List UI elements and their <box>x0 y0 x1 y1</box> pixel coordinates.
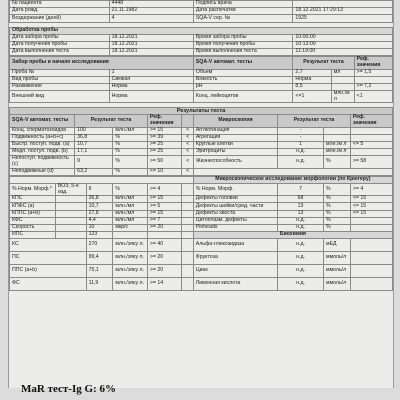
field-label: Вид пробы <box>10 76 110 83</box>
results-row <box>10 156 393 168</box>
results-title: Результаты теста <box>10 108 393 115</box>
test-unit: млн./эяку л. <box>113 252 147 265</box>
micro-name: Жизнеспособность <box>193 156 277 168</box>
flag-marker <box>182 265 193 278</box>
test-ref: >= 20 <box>147 224 181 231</box>
field-label: Разжижение <box>10 83 110 90</box>
test-value: 99,4 <box>86 252 113 265</box>
field-value: Норма <box>109 83 193 90</box>
test-value: 9 <box>75 156 113 168</box>
flag-marker: < <box>182 142 193 149</box>
field-label: млн./м л <box>331 91 354 103</box>
test-unit: % <box>113 134 147 141</box>
field-value: <=1 <box>293 91 331 103</box>
mar-test-note: MaR тест-Ig G: 6% <box>21 383 116 395</box>
test-ref: >= 7 <box>147 217 181 224</box>
test-value: 63,2 <box>75 168 113 175</box>
flag-marker <box>182 217 193 224</box>
test-note <box>55 232 86 239</box>
morph-name: % Норм. Морф. <box>193 183 277 195</box>
test-value: 6 <box>86 183 113 195</box>
test-ref: <= 10 <box>147 168 181 175</box>
biochem-unit: ммоль/л <box>324 252 351 265</box>
field-value: 18.12.2021 <box>109 41 193 48</box>
flag-marker <box>182 232 193 239</box>
test-value: 123 <box>86 232 113 239</box>
field-label: Проба № <box>10 69 110 76</box>
sample-section-title: Обработка пробы <box>10 27 393 34</box>
test-ref: >= 14 <box>147 278 181 291</box>
morphology-row <box>10 224 393 231</box>
test-unit: млн./мл <box>113 217 147 224</box>
biochem-value: н.д. <box>278 278 324 291</box>
morph-ref: <= 15 <box>350 210 392 217</box>
test-value: 36,8 <box>86 196 113 203</box>
field-value: 18.12.2021 <box>109 49 193 56</box>
field-value: 2,7 <box>293 69 331 76</box>
sample-processing-table <box>9 27 393 57</box>
flag-marker: < <box>182 127 193 134</box>
table-cell <box>193 168 392 175</box>
test-note <box>55 224 86 231</box>
flag-marker: < <box>182 134 193 141</box>
field-label: Конц. лейкоцитов <box>193 91 293 103</box>
intake-col-result: Результат теста <box>293 57 354 69</box>
test-unit: % <box>113 142 147 149</box>
flag-marker <box>182 278 193 291</box>
morph-value: н.д. <box>278 217 324 224</box>
field-label: мл <box>331 69 354 76</box>
test-value: 10 <box>86 224 113 231</box>
sample-row <box>10 49 393 56</box>
field-label: SQA-V сер. № <box>193 15 293 22</box>
field-value: 4448 <box>109 1 193 8</box>
field-value: 10:13:00 <box>293 41 393 48</box>
field-label: Воздержание (дней) <box>10 15 110 22</box>
test-unit: млн./мл <box>113 196 147 203</box>
test-ref: >= 4 <box>147 183 181 195</box>
test-ref: >= 20 <box>147 252 181 265</box>
morph-name: Цитоплазм. дефекты <box>193 217 277 224</box>
results-table <box>9 107 393 176</box>
biochem-title: Биохимия <box>193 232 392 239</box>
test-ref <box>147 232 181 239</box>
morph-ref <box>350 224 392 231</box>
flag-marker <box>182 224 193 231</box>
morph-value: 7 <box>278 183 324 195</box>
micro-ref <box>350 149 392 156</box>
test-name: КПС <box>10 196 56 203</box>
field-value: Норма <box>293 76 331 83</box>
field-value: Свежая <box>109 76 193 83</box>
morph-value: 13 <box>278 203 324 210</box>
test-name: Медл. поступ. подв. (b) <box>10 149 75 156</box>
micro-name: Агглютинация <box>193 127 277 134</box>
field-value: 1 <box>109 69 193 76</box>
field-label: Вязкость <box>193 76 293 83</box>
morph-unit: % <box>324 196 351 203</box>
test-note <box>55 196 86 203</box>
field-value: >= 7,2 <box>354 83 392 90</box>
morph-unit: % <box>324 203 351 210</box>
test-ref: >= 25 <box>147 142 181 149</box>
morphology-row <box>10 196 393 203</box>
morph-unit: % <box>324 224 351 231</box>
test-ref: >= 5 <box>147 203 181 210</box>
test-unit: мкр/с <box>113 224 147 231</box>
micro-ref <box>350 127 392 134</box>
results-row <box>10 168 393 175</box>
field-label: Время забора пробы <box>193 34 293 41</box>
test-unit: % <box>113 156 147 168</box>
morph-value: 13 <box>278 210 324 217</box>
test-name: ФС <box>10 278 87 291</box>
test-value: 10,7 <box>75 142 113 149</box>
test-note <box>55 203 86 210</box>
morphology-row <box>10 232 393 239</box>
results-col-result: Результат теста <box>75 115 148 127</box>
patient-header-table <box>9 0 393 23</box>
biochem-unit: мЕД <box>324 239 351 252</box>
test-name: Конц. сперматозоидов <box>10 127 75 134</box>
test-value: 75,1 <box>86 265 113 278</box>
flag-marker: < <box>182 149 193 156</box>
micro-value: 1 <box>278 142 324 149</box>
test-ref: >= 40 <box>147 239 181 252</box>
field-label <box>331 76 354 83</box>
biochem-value: н.д. <box>278 265 324 278</box>
biochem-ref <box>350 278 392 291</box>
field-value: 18.12.2021 <box>109 34 193 41</box>
morph-ref: <= 15 <box>350 203 392 210</box>
field-label: Время выполнения теста <box>193 49 293 56</box>
biochem-row <box>10 252 393 265</box>
morphology-table <box>9 176 393 292</box>
test-note <box>55 217 86 224</box>
micro-name: Эритроциты <box>193 149 277 156</box>
morph-name: Дефекты хвоста <box>193 210 277 217</box>
flag-marker: < <box>182 168 193 175</box>
field-label: Дата выполнения теста <box>10 49 110 56</box>
lab-report-sheet <box>8 0 394 395</box>
intake-row <box>10 91 393 103</box>
field-label: Дата забора пробы <box>10 34 110 41</box>
test-value: 11,9 <box>86 278 113 291</box>
flag-marker <box>182 239 193 252</box>
test-unit: млн./эяку л. <box>113 278 147 291</box>
morph-name: Дефекты шейки/сред. части <box>193 203 277 210</box>
morph-unit: % <box>324 183 351 195</box>
micro-unit: млн./м л <box>324 149 351 156</box>
morph-name: Pinheads <box>193 224 277 231</box>
test-name: КС <box>10 239 87 252</box>
morph-value: 68 <box>278 196 324 203</box>
test-name: Непоступ. подвижность (c) <box>10 156 75 168</box>
test-ref: >= 15 <box>147 127 181 134</box>
morph-ref: >= 4 <box>350 183 392 195</box>
test-ref: >= 39 <box>147 134 181 141</box>
micro-unit: млн./м л <box>324 142 351 149</box>
field-label: Дата рожд. <box>10 8 110 15</box>
field-label: Время получения пробы <box>193 41 293 48</box>
morph-unit: % <box>324 210 351 217</box>
test-name: КППС (a+b) <box>10 210 56 217</box>
biochem-row <box>10 239 393 252</box>
field-value: 1925 <box>293 15 393 22</box>
biochem-ref <box>350 239 392 252</box>
micro-value: н.д. <box>278 149 324 156</box>
morph-name: Дефекты головки <box>193 196 277 203</box>
test-value: 270 <box>86 239 113 252</box>
field-value: >= 1,5 <box>354 69 392 76</box>
micro-value: - <box>278 134 324 141</box>
test-unit: % <box>113 168 147 175</box>
test-name: КФС <box>10 217 56 224</box>
field-value: 10:00:00 <box>293 34 393 41</box>
test-name: % Норм. Морф.* <box>10 183 56 195</box>
test-note <box>55 210 86 217</box>
test-value: 10,7 <box>86 203 113 210</box>
biochem-name: Лимонная кислота <box>193 278 277 291</box>
micro-ref: <= 5 <box>350 142 392 149</box>
micro-col-result: Результат теста <box>278 115 351 127</box>
biochem-value: н.д. <box>278 252 324 265</box>
field-label: Дата получения пробы <box>10 41 110 48</box>
test-name: Неподвижные (d) <box>10 168 75 175</box>
test-unit: млн./эяку л. <box>113 265 147 278</box>
field-value: Норма <box>109 91 193 103</box>
test-unit: млн./мл <box>113 127 147 134</box>
test-unit: % <box>113 149 147 156</box>
biochem-value: н.д. <box>278 239 324 252</box>
flag-marker: < <box>182 156 193 168</box>
field-label: pH <box>193 83 293 90</box>
field-value: 21.11.1982 <box>109 8 193 15</box>
test-name: Быстр. поступ. подв. (a) <box>10 142 75 149</box>
test-note: ВОЗ, 5-е изд. <box>55 183 86 195</box>
biochem-ref <box>350 252 392 265</box>
morph-ref <box>350 217 392 224</box>
flag-marker <box>182 252 193 265</box>
field-value: 4 <box>109 15 193 22</box>
biochem-name: Фруктоза <box>193 252 277 265</box>
test-unit: млн./мл <box>113 210 147 217</box>
test-unit <box>113 232 147 239</box>
test-name: ППС (a+b) <box>10 265 87 278</box>
test-name: Скорость <box>10 224 56 231</box>
biochem-name: Альфа-глюкозидаза <box>193 239 277 252</box>
test-ref: >= 15 <box>147 210 181 217</box>
field-label: Внешний вид <box>10 91 110 103</box>
test-value: 100 <box>75 127 113 134</box>
test-ref: >= 20 <box>147 265 181 278</box>
intake-col-ref: Реф. значения <box>354 57 392 69</box>
morph-value: н.д. <box>278 224 324 231</box>
test-unit: % <box>113 183 147 195</box>
morphology-row <box>10 203 393 210</box>
micro-col-ref: Реф. значения <box>350 115 392 127</box>
field-label: Подпись врача <box>193 1 293 8</box>
morphology-row <box>10 183 393 195</box>
test-value: 36,8 <box>75 134 113 141</box>
micro-unit: % <box>324 156 351 168</box>
intake-col-tests: SQA-V автомат. тесты <box>193 57 293 69</box>
test-value: 17,1 <box>75 149 113 156</box>
flag-marker <box>182 183 193 195</box>
flag-marker <box>182 196 193 203</box>
test-name: ПС <box>10 252 87 265</box>
test-value: 27,8 <box>86 210 113 217</box>
results-col-ref: Реф. значения <box>147 115 181 127</box>
test-name: Подвижность (a+b+c) <box>10 134 75 141</box>
test-ref: >= 50 <box>147 156 181 168</box>
header-row <box>10 15 393 22</box>
flag-marker <box>182 203 193 210</box>
test-unit: млн./мл <box>113 203 147 210</box>
micro-name: Агрегация <box>193 134 277 141</box>
biochem-unit: ммоль/л <box>324 278 351 291</box>
results-col-tests: SQA-V автомат. тесты <box>10 115 75 127</box>
morph-unit: % <box>324 217 351 224</box>
test-ref: >= 15 <box>147 196 181 203</box>
field-value: <1 <box>354 91 392 103</box>
flag-marker <box>182 210 193 217</box>
micro-ref: >= 58 <box>350 156 392 168</box>
biochem-row <box>10 278 393 291</box>
micro-col-name: Микроскопия <box>193 115 277 127</box>
test-value: 4,4 <box>86 217 113 224</box>
biochem-unit: ммоль/л <box>324 265 351 278</box>
micro-value: н.д. <box>278 156 324 168</box>
morph-ref: <= 15 <box>350 196 392 203</box>
biochem-row <box>10 265 393 278</box>
test-ref: >= 25 <box>147 149 181 156</box>
intake-section-title: Забор пробы и начало исследования <box>10 57 194 69</box>
micro-name: Круглые клетки <box>193 142 277 149</box>
test-unit: млн./эяку л. <box>113 239 147 252</box>
intake-table <box>9 56 393 103</box>
micro-value: - <box>278 127 324 134</box>
test-name: КПФС (a) <box>10 203 56 210</box>
field-label: № пациента <box>10 1 110 8</box>
field-value: 18.12.2021 17:29:13 <box>293 8 393 15</box>
field-value: 8,5 <box>293 83 331 90</box>
field-label: Дата распечатки <box>193 8 293 15</box>
field-label: Объем <box>193 69 293 76</box>
biochem-name: Цинк <box>193 265 277 278</box>
biochem-ref <box>350 265 392 278</box>
micro-unit <box>324 127 351 134</box>
morphology-title: Микроскопическое исследование морфологии (по Крюгеру) <box>193 176 392 183</box>
field-value: 11:19:00 <box>293 49 393 56</box>
test-name: ИПС <box>10 232 56 239</box>
header-row <box>10 8 393 15</box>
